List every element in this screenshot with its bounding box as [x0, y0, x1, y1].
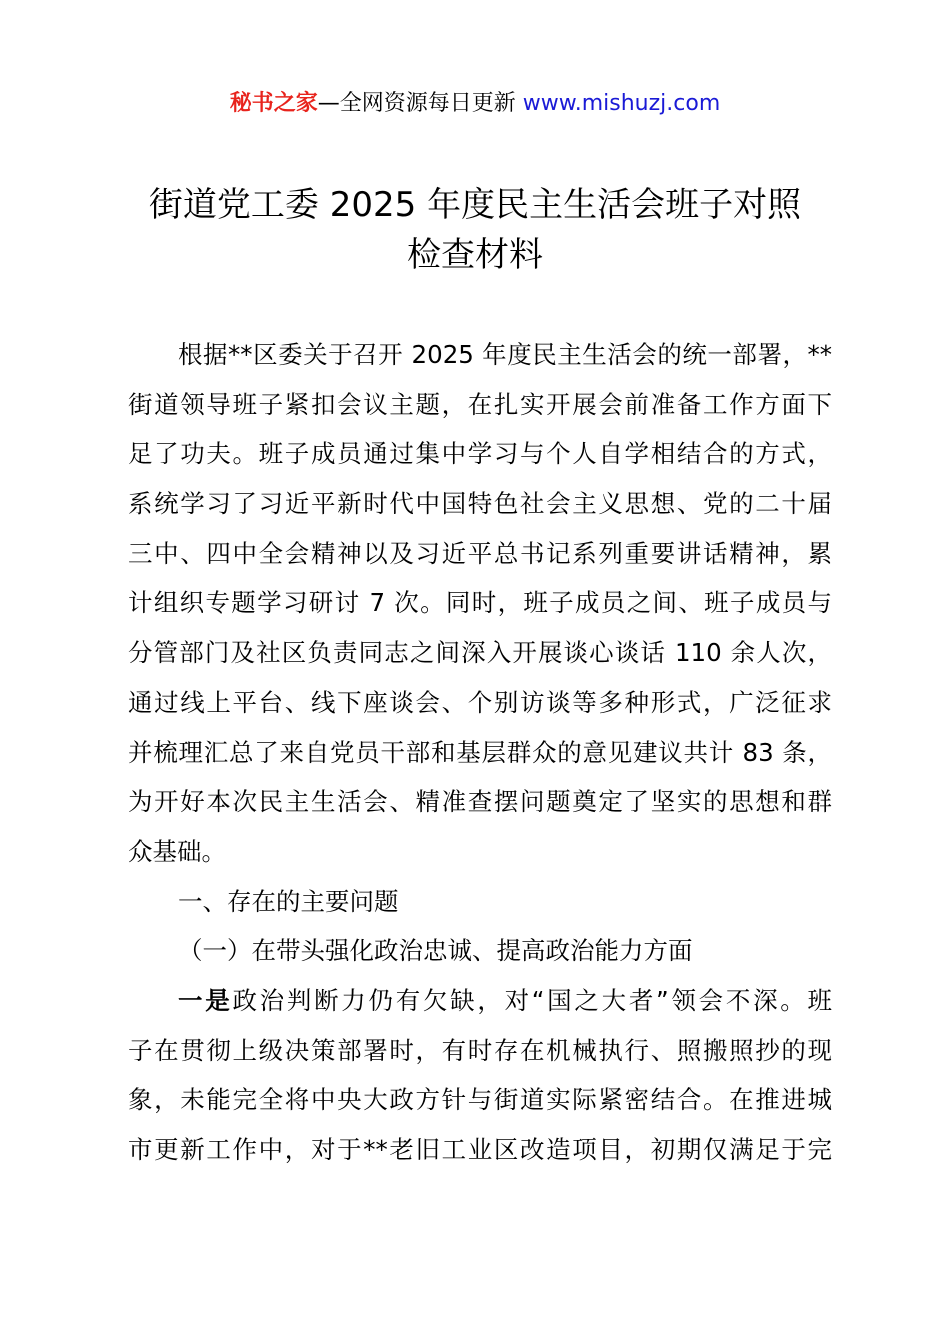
site-url-link[interactable]: www.mishuzj.com — [522, 91, 721, 116]
text-line: 计组织专题学习研讨 7 次。同时，班子成员之间、班子成员与 — [128, 588, 832, 618]
text-line: 为开好本次民主生活会、精准查摆问题奠定了坚实的思想和群 — [128, 787, 832, 817]
site-header — [0, 88, 950, 120]
point-lead: 一是 — [178, 985, 233, 1015]
intro-paragraph — [128, 330, 832, 877]
document-title — [0, 180, 950, 280]
text-line: 市更新工作中，对于**老旧工业区改造项目，初期仅满足于完 — [128, 1135, 832, 1164]
text-line: 根据**区委关于召开 2025 年度民主生活会的统一部署，** — [178, 340, 832, 369]
subsection-heading: （一）在带头强化政治忠诚、提高政治能力方面 — [178, 936, 693, 966]
text-line: 并梳理汇总了来自党员干部和基层群众的意见建议共计 83 条， — [128, 737, 832, 767]
point-paragraph — [128, 976, 832, 1175]
text-line: 街道领导班子紧扣会议主题，在扎实开展会前准备工作方面下 — [128, 389, 832, 419]
text-line: 足了功夫。班子成员通过集中学习与个人自学相结合的方式， — [128, 439, 832, 469]
section-heading: 一、存在的主要问题 — [178, 886, 399, 916]
title-line-1: 街道党工委 2025 年度民主生活会班子对照 — [148, 185, 802, 225]
text-line — [128, 976, 832, 1026]
text-line: 分管部门及社区负责同志之间深入开展谈心谈话 110 余人次， — [128, 638, 832, 668]
text-line: 系统学习了习近平新时代中国特色社会主义思想、党的二十届 — [128, 489, 832, 519]
text-line: 子在贯彻上级决策部署时，有时存在机械执行、照搬照抄的现 — [128, 1035, 832, 1065]
title-line-2: 检查材料 — [407, 235, 543, 275]
text-line: 象，未能完全将中央大政方针与街道实际紧密结合。在推进城 — [128, 1085, 832, 1115]
text-line: 众基础。 — [128, 836, 226, 866]
document-body — [128, 330, 832, 1175]
slogan: —全网资源每日更新 — [317, 91, 516, 116]
text-line: 三中、四中全会精神以及习近平总书记系列重要讲话精神，累 — [128, 538, 832, 568]
point-text: 政治判断力仍有欠缺，对“国之大者”领会不深。班 — [232, 985, 833, 1015]
text-line: 通过线上平台、线下座谈会、个别访谈等多种形式，广泛征求 — [128, 687, 832, 717]
brand-name: 秘书之家 — [229, 91, 318, 116]
